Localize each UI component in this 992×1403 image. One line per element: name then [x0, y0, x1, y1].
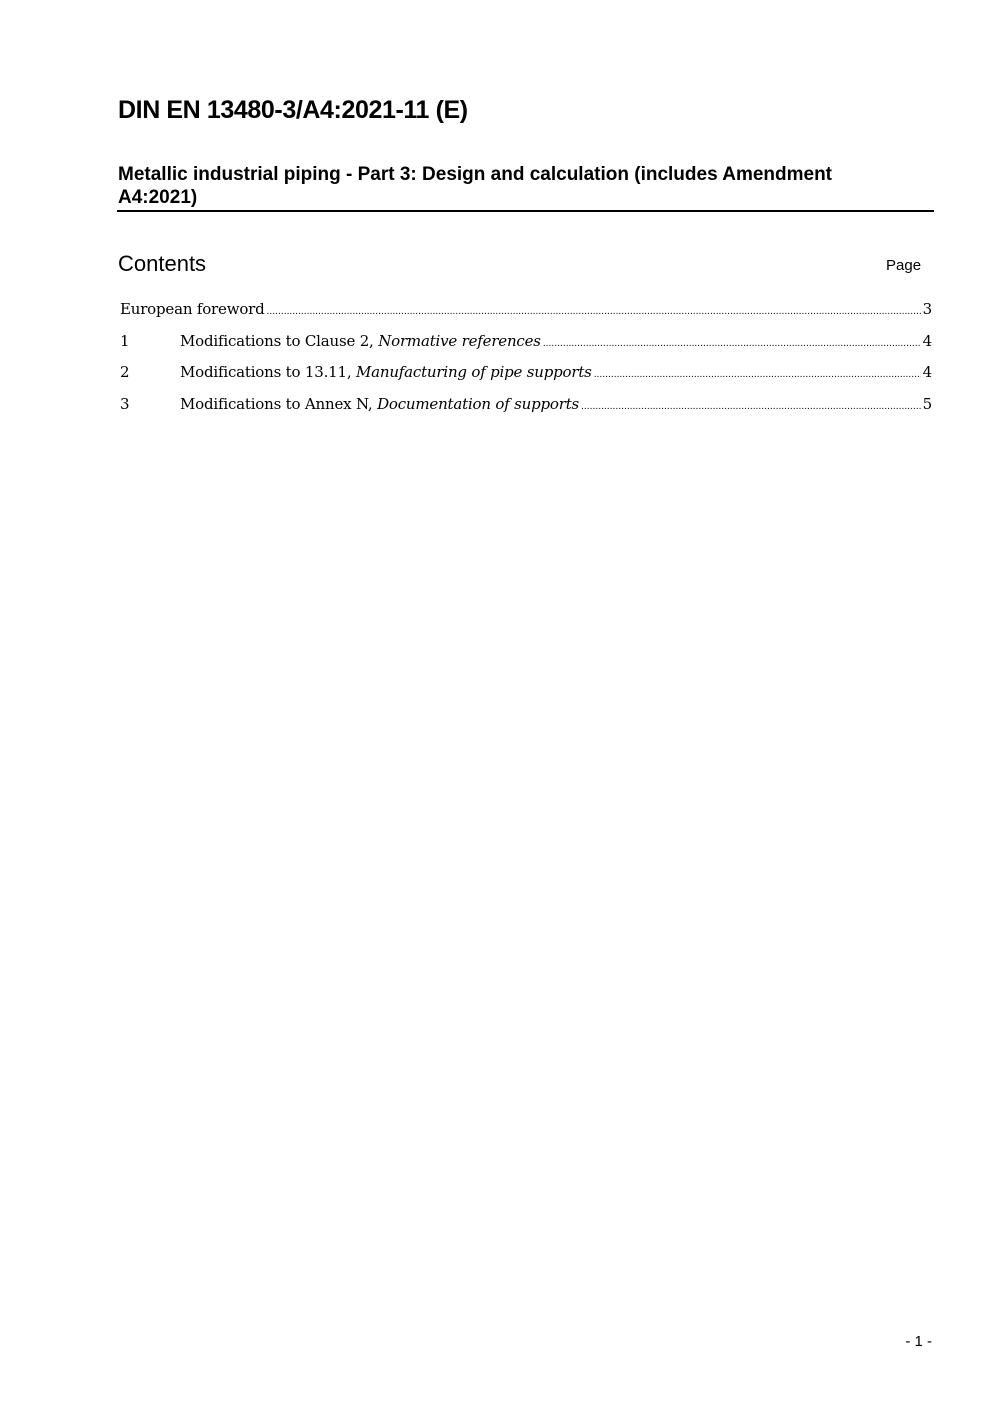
toc-entry-page: 3	[922, 300, 932, 318]
toc-entry-number: 1	[120, 331, 130, 350]
toc-entry-text: Modifications to Annex N, Documentation of supports	[180, 395, 580, 414]
page-column-label: Page	[886, 257, 922, 274]
toc-entry-2[interactable]	[120, 360, 932, 392]
toc-entry-page: 5	[922, 395, 932, 414]
toc-entry-3[interactable]	[120, 392, 932, 424]
toc-entry-page: 4	[922, 331, 932, 350]
toc-dot-leader	[543, 332, 921, 356]
toc-dot-leader	[581, 395, 921, 419]
toc-entry-text: Modifications to Clause 2, Normative references	[180, 331, 541, 350]
toc-entry-european-foreword[interactable]	[120, 297, 932, 329]
toc-entry-text: Modifications to 13.11, Manufacturing of pipe supports	[180, 363, 592, 382]
toc-dot-leader	[267, 300, 921, 324]
contents-heading: Contents	[118, 251, 207, 276]
page-number: - 1 -	[905, 1333, 932, 1350]
table-of-contents	[120, 297, 932, 424]
toc-entry-number: 3	[120, 395, 130, 414]
toc-entry-1[interactable]	[120, 329, 932, 361]
toc-entry-text: European foreword	[120, 300, 265, 318]
toc-entry-number: 2	[120, 363, 130, 382]
title-divider	[117, 210, 934, 212]
document-title: DIN EN 13480-3/A4:2021-11 (E)	[118, 96, 468, 124]
toc-dot-leader	[594, 363, 921, 387]
document-subtitle: Metallic industrial piping - Part 3: Design and calculation (includes Amendment A4:2021)	[118, 164, 833, 208]
toc-entry-page: 4	[922, 363, 932, 382]
